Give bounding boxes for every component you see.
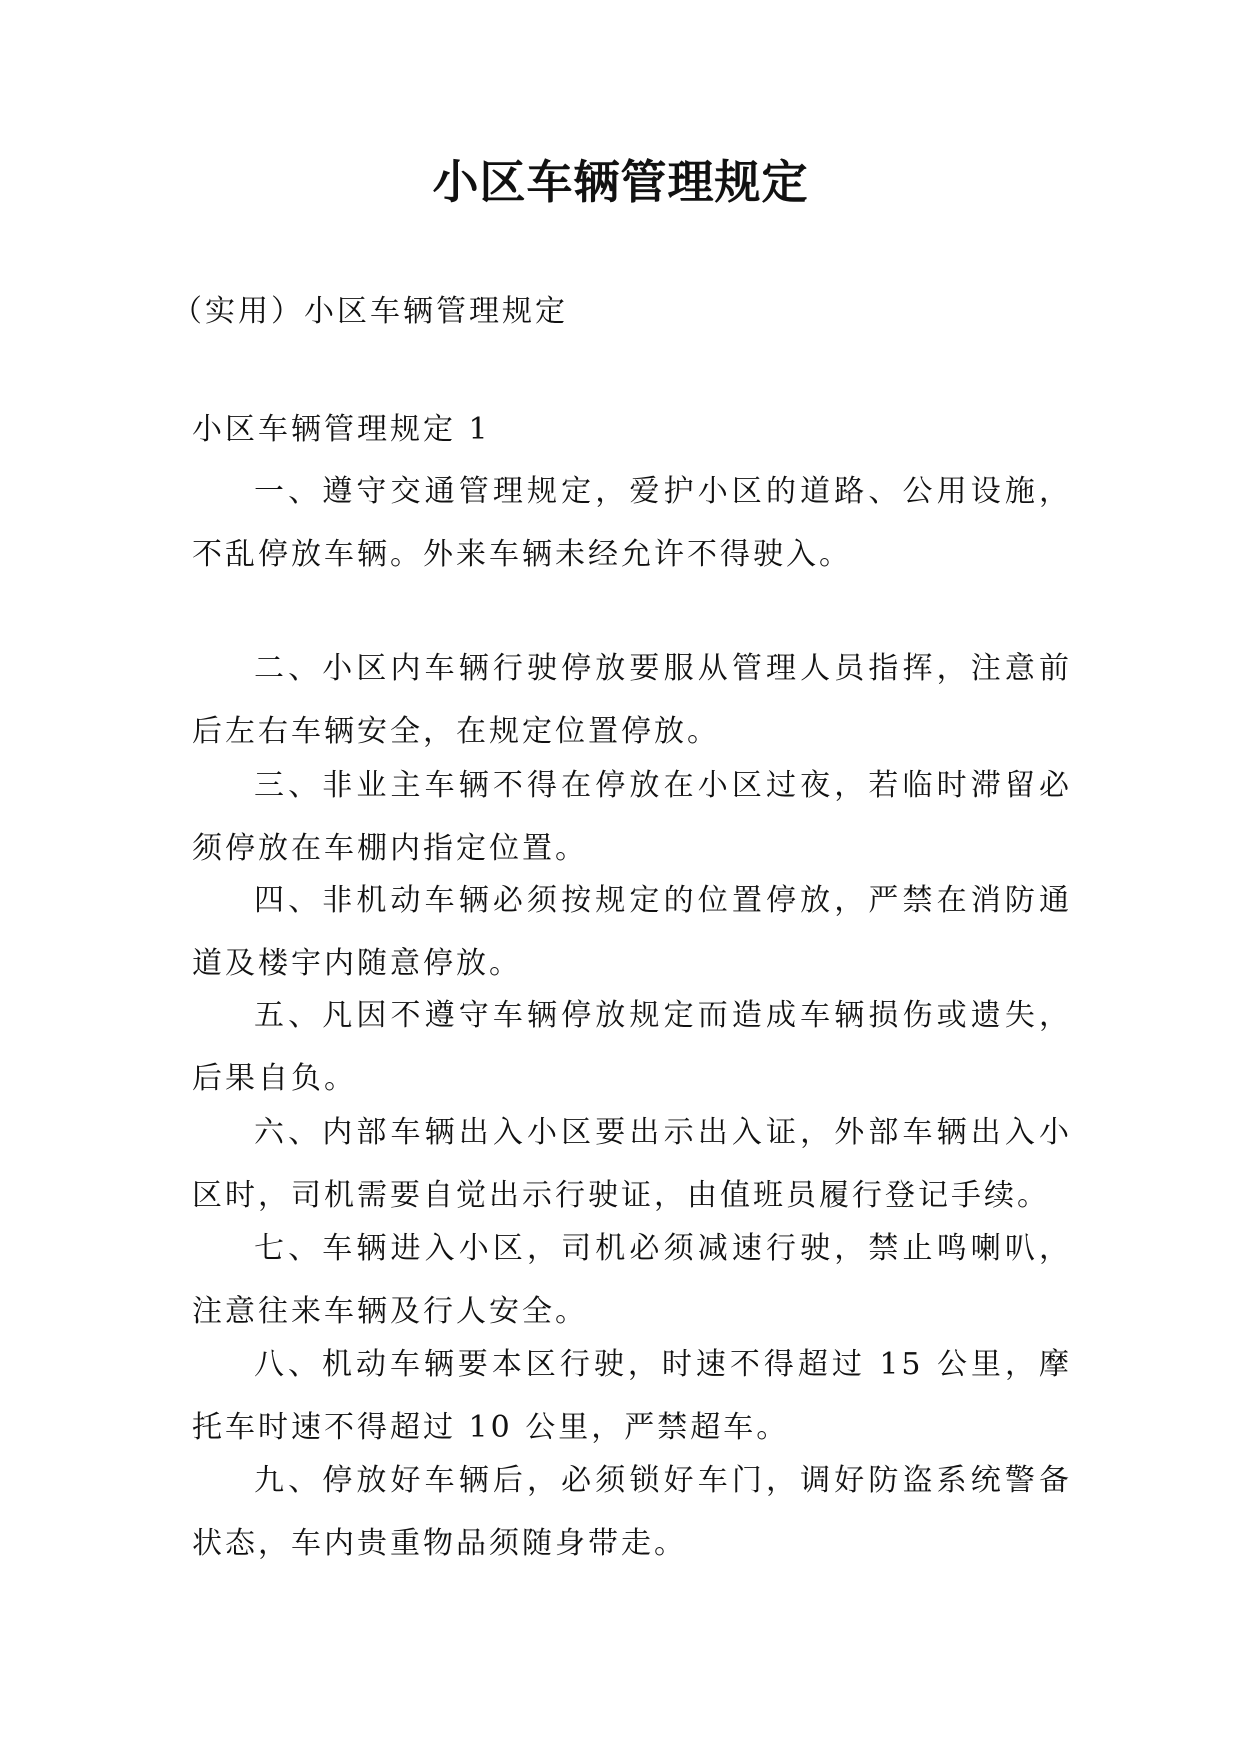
rule-paragraph-5: 五、凡因不遵守车辆停放规定而造成车辆损伤或遗失，后果自负。 bbox=[192, 998, 1072, 1096]
rule-paragraph-9: 九、停放好车辆后，必须锁好车门，调好防盗系统警备状态，车内贵重物品须随身带走。 bbox=[192, 1463, 1072, 1561]
section-heading: 小区车辆管理规定 1 bbox=[192, 412, 491, 447]
rule-paragraph-3: 三、非业主车辆不得在停放在小区过夜，若临时滞留必须停放在车棚内指定位置。 bbox=[192, 768, 1072, 866]
document-title: 小区车辆管理规定 bbox=[432, 155, 809, 209]
rule-paragraph-7: 七、车辆进入小区，司机必须减速行驶，禁止鸣喇叭，注意往来车辆及行人安全。 bbox=[192, 1231, 1072, 1329]
rule-paragraph-4: 四、非机动车辆必须按规定的位置停放，严禁在消防通道及楼宇内随意停放。 bbox=[192, 883, 1072, 981]
document-subtitle: （实用）小区车辆管理规定 bbox=[172, 294, 568, 329]
rule-paragraph-6: 六、内部车辆出入小区要出示出入证，外部车辆出入小区时，司机需要自觉出示行驶证，由值班员履行登记手续。 bbox=[192, 1115, 1072, 1213]
rule-paragraph-2: 二、小区内车辆行驶停放要服从管理人员指挥，注意前后左右车辆安全，在规定位置停放。 bbox=[192, 651, 1072, 749]
rule-paragraph-8: 八、机动车辆要本区行驶，时速不得超过 15 公里，摩托车时速不得超过 10 公里，严禁超车。 bbox=[192, 1347, 1072, 1445]
rule-paragraph-1: 一、遵守交通管理规定，爱护小区的道路、公用设施，不乱停放车辆。外来车辆未经允许不得驶入。 bbox=[192, 474, 1072, 572]
